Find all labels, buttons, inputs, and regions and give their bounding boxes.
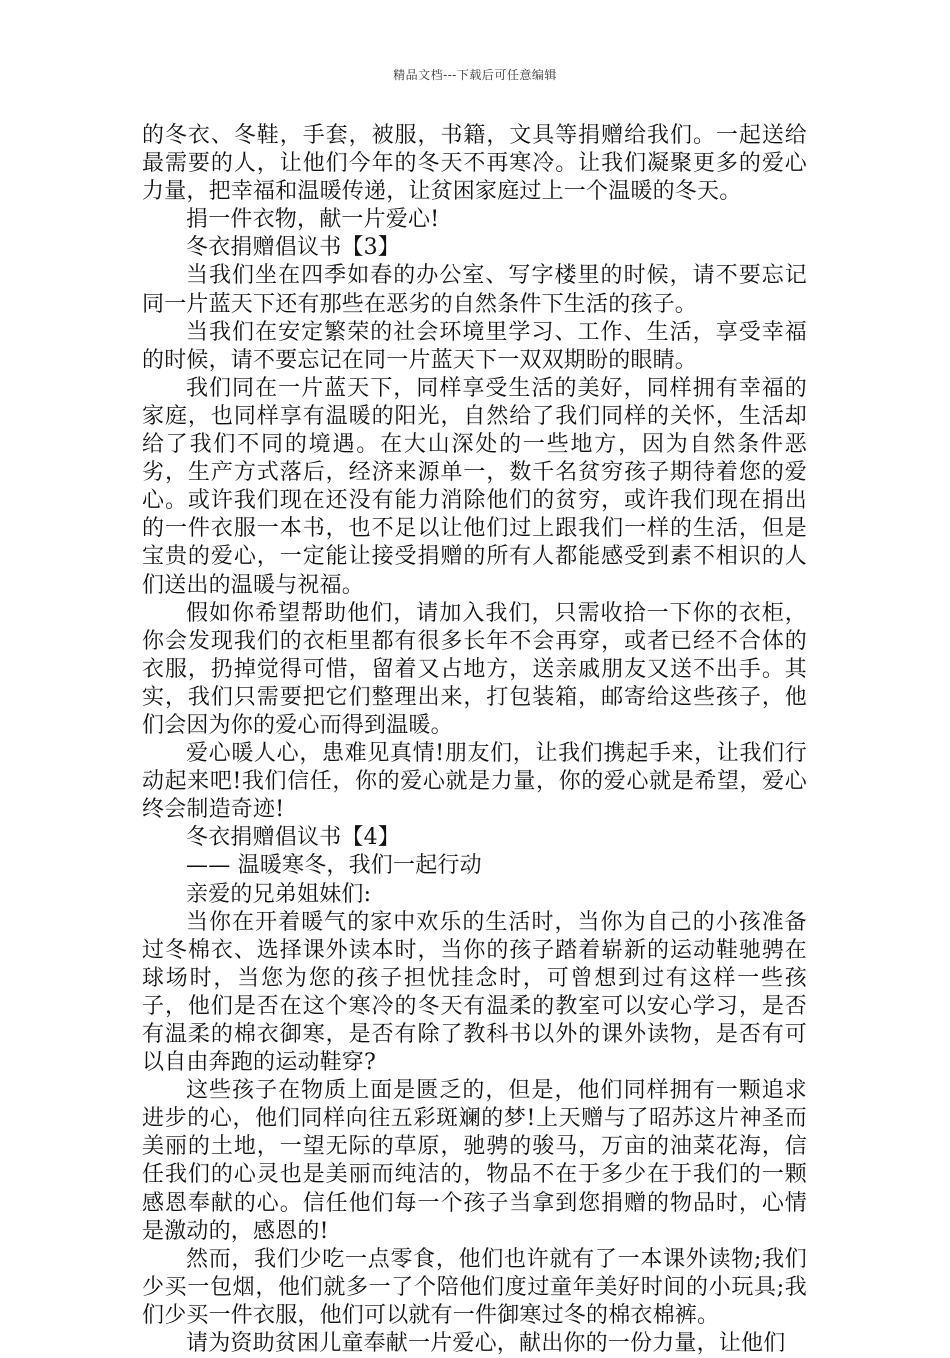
salutation: 亲爱的兄弟姐妹们: (186, 881, 372, 907)
paragraph: 的冬衣、冬鞋，手套，被服，书籍，文具等捐赠给我们。一起送给最需要的人，让他们今年的冬天不再寒冷。让我们凝聚更多的爱心力量，把幸福和温暖传递，让贫困家庭过上一个温暖的冬天。 (142, 123, 807, 205)
paragraph: 请为资助贫困儿童奉献一片爱心，献出你的一份力量，让他们 (186, 1331, 786, 1357)
paragraph: 当我们在安定繁荣的社会环境里学习、工作、生活，享受幸福的时候，请不要忘记在同一片蓝天下一双双期盼的眼睛。 (142, 319, 807, 373)
paragraph: 爱心暖人心，患难见真情!朋友们，让我们携起手来，让我们行动起来吧!我们信任，你的爱心就是力量，你的爱心就是希望，爱心终会制造奇迹! (142, 741, 807, 823)
section-heading: 冬衣捐赠倡议书【3】 (186, 235, 400, 261)
document-body (142, 122, 807, 1358)
page-header: 精品文档---下载后可任意编辑 (393, 68, 557, 82)
subtitle: —— 温暖寒冬，我们一起行动 (186, 853, 482, 879)
paragraph: 捐一件衣物，献一片爱心! (186, 207, 440, 233)
paragraph: 我们同在一片蓝天下，同样享受生活的美好，同样拥有幸福的家庭，也同样享有温暖的阳光，自然给了我们同样的关怀，生活却给了我们不同的境遇。在大山深处的一些地方，因为自然条件恶劣，生产方式落后，经济来源单一，数千名贫穷孩子期待着您的爱心。或许我们现在还没有能力消除他们的贫穷，或许我们现在捐出的一件衣服一本书，也不足以让他们过上跟我们一样的生活，但是宝贵的爱心，一定能让接受捐赠的所有人都能感受到素不相识的人们送出的温暖与祝福。 (142, 375, 807, 598)
paragraph: 当我们坐在四季如春的办公室、写字楼里的时候，请不要忘记同一片蓝天下还有那些在恶劣的自然条件下生活的孩子。 (142, 263, 807, 317)
paragraph: 这些孩子在物质上面是匮乏的，但是，他们同样拥有一颗追求进步的心，他们同样向往五彩斑斓的梦!上天赠与了昭苏这片神圣而美丽的土地，一望无际的草原，驰骋的骏马，万亩的油菜花海，信任我们的心灵也是美丽而纯洁的，物品不在于多少在于我们的一颗感恩奉献的心。信任他们每一个孩子当拿到您捐赠的物品时，心情是激动的，感恩的! (142, 1078, 807, 1244)
paragraph: 然而，我们少吃一点零食，他们也许就有了一本课外读物;我们少买一包烟，他们就多一了个陪他们度过童年美好时间的小玩具;我们少买一件衣服，他们可以就有一件御寒过冬的棉衣棉裤。 (142, 1246, 807, 1328)
paragraph: 假如你希望帮助他们，请加入我们，只需收拾一下你的衣柜，你会发现我们的衣柜里都有很多长年不会再穿，或者已经不合体的衣服，扔掉觉得可惜，留着又占地方，送亲戚朋友又送不出手。其实，我们只需要把它们整理出来，打包装箱，邮寄给这些孩子，他们会因为你的爱心而得到温暖。 (142, 600, 807, 738)
section-heading: 冬衣捐赠倡议书【4】 (186, 825, 400, 851)
paragraph: 当你在开着暖气的家中欢乐的生活时，当你为自己的小孩准备过冬棉衣、选择课外读本时，当你的孩子踏着崭新的运动鞋驰骋在球场时，当您为您的孩子担忧挂念时，可曾想到过有这样一些孩子，他们是否在这个寒冷的冬天有温柔的教室可以安心学习，是否有温柔的棉衣御寒，是否有除了教科书以外的课外读物，是否有可以自由奔跑的运动鞋穿? (142, 909, 807, 1076)
